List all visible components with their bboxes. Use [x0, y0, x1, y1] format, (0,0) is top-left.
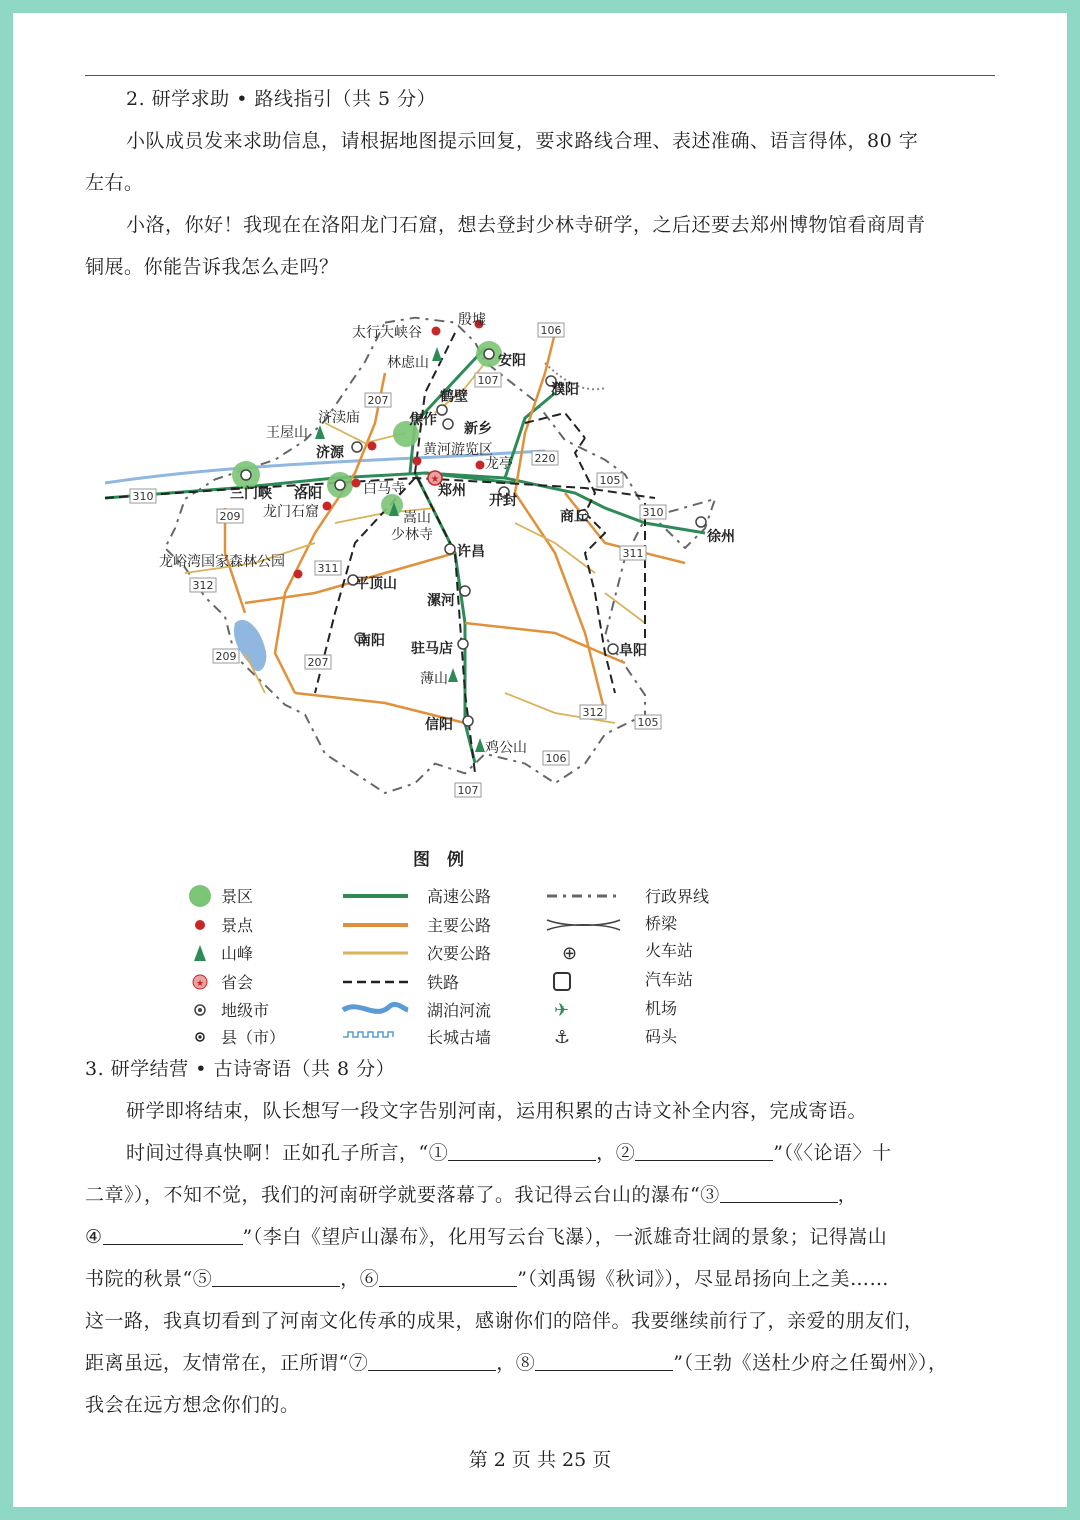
para-line-7: 我会在远方想念你们的。	[85, 1394, 300, 1416]
blank-7[interactable]	[368, 1350, 496, 1371]
legend-bridge: 桥梁	[645, 914, 678, 933]
label-baimasi: 白马寺	[363, 481, 405, 497]
legend-railway: 铁路	[427, 973, 460, 992]
legend-pier: 码头	[645, 1027, 678, 1046]
place-labels	[159, 311, 735, 756]
map-legend	[189, 849, 709, 1048]
road-310-west: 310	[132, 490, 154, 503]
text-segment: ”（刘禹锡《秋词》），尽显昂扬向上之美……	[517, 1268, 889, 1290]
header-rule	[85, 75, 995, 76]
label-yinxu: 殷墟	[458, 312, 486, 328]
section3-heading: 3. 研学结营 • 古诗寄语（共 8 分）	[85, 1058, 396, 1080]
text-segment: ，	[837, 1184, 858, 1206]
road-107-top: 107	[477, 374, 499, 387]
legend-bus-station: 汽车站	[645, 970, 694, 989]
section3-intro: 研学即将结束，队长想写一段文字告别河南，运用积累的古诗文补全内容，完成寄语。	[126, 1100, 868, 1122]
label-luohe: 漯河	[427, 593, 455, 609]
para-line-3	[85, 1223, 887, 1251]
road-107-bottom: 107	[457, 784, 479, 797]
road-105-top: 105	[599, 474, 621, 487]
text-segment: ，⑧	[496, 1352, 536, 1374]
blank-4[interactable]	[103, 1224, 243, 1245]
label-jiyuan: 济源	[316, 445, 344, 461]
label-anyang: 安阳	[498, 353, 526, 369]
label-pingdingshan: 平顶山	[355, 576, 397, 592]
label-jiaozuo: 焦作	[409, 412, 437, 428]
blank-3[interactable]	[720, 1182, 838, 1203]
train-station-icon: ⊕	[562, 943, 578, 964]
blank-5[interactable]	[212, 1266, 340, 1287]
label-xuchang: 许昌	[457, 544, 485, 560]
label-jigongshan: 鸡公山	[485, 740, 527, 756]
road-310-east: 310	[642, 506, 664, 519]
label-xinyang: 信阳	[425, 717, 453, 733]
label-huanghe: 黄河游览区	[423, 442, 493, 458]
airport-icon: ✈	[554, 1000, 570, 1021]
para-line-5: 这一路，我真切看到了河南文化传承的成果，感谢你们的陪伴。我要继续前行了，亲爱的朋友们，	[85, 1310, 924, 1332]
section2-instruction: 小队成员发来求助信息，请根据地图提示回复，要求路线合理、表述准确、语言得体，80 字	[126, 130, 919, 152]
label-nanyang: 南阳	[357, 633, 385, 649]
label-zhengzhou: 郑州	[438, 483, 466, 499]
help-message: 小洛，你好！我现在在洛阳龙门石窟，想去登封少林寺研学，之后还要去郑州博物馆看商周青	[126, 214, 926, 236]
road-106-top: 106	[540, 324, 562, 337]
para-line-6	[85, 1349, 947, 1377]
legend-capital: 省会	[221, 973, 254, 992]
label-jidumiao: 济渎庙	[318, 410, 360, 426]
text-segment: ④	[85, 1226, 103, 1248]
label-linlushan: 林虑山	[387, 355, 429, 371]
legend-scenic-spot: 景点	[221, 916, 254, 935]
road-106-bottom: 106	[545, 752, 567, 765]
label-luoyang: 洛阳	[294, 486, 322, 502]
text-segment: ”（《〈论语〉十	[773, 1142, 892, 1164]
label-songshan: 嵩山	[403, 510, 431, 526]
label-xinxiang: 新乡	[464, 421, 492, 437]
text-segment: 时间过得真快啊！正如孔子所言，“①	[126, 1142, 449, 1164]
road-311-east: 311	[622, 547, 644, 560]
road-209-bottom: 209	[215, 650, 237, 663]
legend-train-station: 火车站	[645, 941, 694, 960]
legend-boundary: 行政界线	[645, 887, 710, 906]
road-312-east: 312	[582, 706, 604, 719]
road-105-bottom: 105	[637, 716, 659, 729]
road-207-top: 207	[367, 394, 389, 407]
legend-airport: 机场	[645, 999, 678, 1018]
label-hebi: 鹤壁	[440, 389, 468, 405]
label-taihang: 太行大峡谷	[352, 325, 422, 341]
label-wangwushan: 王屋山	[266, 425, 308, 441]
legend-scenic-area: 景区	[221, 887, 254, 906]
label-longmen: 龙门石窟	[263, 504, 319, 520]
svg-text:★: ★	[195, 979, 205, 989]
para-line-2	[85, 1181, 857, 1209]
text-segment: ，②	[596, 1142, 636, 1164]
road-312-west: 312	[192, 579, 214, 592]
label-puyang: 濮阳	[551, 382, 579, 398]
legend-secondary-road: 次要公路	[427, 944, 492, 963]
blank-8[interactable]	[535, 1350, 673, 1371]
text-segment: 二章》），不知不觉，我们的河南研学就要落幕了。我记得云台山的瀑布“③	[85, 1184, 720, 1206]
road-207-bottom: 207	[307, 656, 329, 669]
label-xuzhou: 徐州	[707, 529, 735, 545]
help-message-cont: 铜展。你能告诉我怎么走吗？	[85, 256, 339, 278]
label-fuyang: 阜阳	[619, 643, 647, 659]
road-209-top: 209	[219, 510, 241, 523]
label-sanmenxia: 三门峡	[230, 486, 272, 502]
legend-county: 县（市）	[221, 1028, 286, 1047]
section2-instruction-cont: 左右。	[85, 172, 144, 194]
bus-station-icon	[554, 973, 570, 990]
exam-page	[13, 13, 1067, 1507]
legend-city: 地级市	[221, 1001, 270, 1020]
text-segment: ”（李白《望庐山瀑布》，化用写云台飞瀑），一派雄奇壮阔的景象；记得嵩山	[242, 1226, 888, 1248]
text-segment: 书院的秋景“⑤	[85, 1268, 213, 1290]
label-boshan: 薄山	[420, 671, 448, 687]
section2-heading: 2. 研学求助 • 路线指引（共 5 分）	[126, 88, 437, 110]
pier-icon: ⚓	[554, 1027, 571, 1048]
para-line-1	[126, 1139, 891, 1167]
legend-main-road: 主要公路	[427, 916, 492, 935]
svg-text:★: ★	[430, 474, 440, 485]
label-shangqiu: 商丘	[560, 509, 588, 525]
text-segment: 距离虽远，友情常在，正所谓“⑦	[85, 1352, 369, 1374]
legend-lake-river: 湖泊河流	[427, 1001, 492, 1020]
label-longyuwan: 龙峪湾国家森林公园	[159, 554, 285, 570]
page-footer: 第 2 页 共 25 页	[468, 1449, 612, 1471]
legend-title: 图 例	[413, 850, 464, 870]
blank-6[interactable]	[379, 1266, 517, 1287]
road-220: 220	[534, 452, 556, 465]
label-shaolinsi: 少林寺	[391, 527, 433, 543]
text-segment: ”（王勃《送杜少府之任蜀州》），	[673, 1352, 948, 1374]
henan-map	[85, 293, 765, 1053]
legend-peak: 山峰	[221, 944, 254, 963]
map-svg	[85, 293, 765, 1053]
para-line-4	[85, 1265, 889, 1293]
blank-2[interactable]	[635, 1140, 773, 1161]
legend-great-wall: 长城古墙	[427, 1028, 492, 1047]
blank-1[interactable]	[448, 1140, 596, 1161]
text-segment: ，⑥	[340, 1268, 380, 1290]
label-longting: 龙亭	[485, 456, 513, 472]
label-kaifeng: 开封	[489, 493, 517, 509]
legend-expressway: 高速公路	[427, 887, 492, 906]
road-311-west: 311	[317, 562, 339, 575]
label-zhumadian: 驻马店	[411, 641, 453, 657]
